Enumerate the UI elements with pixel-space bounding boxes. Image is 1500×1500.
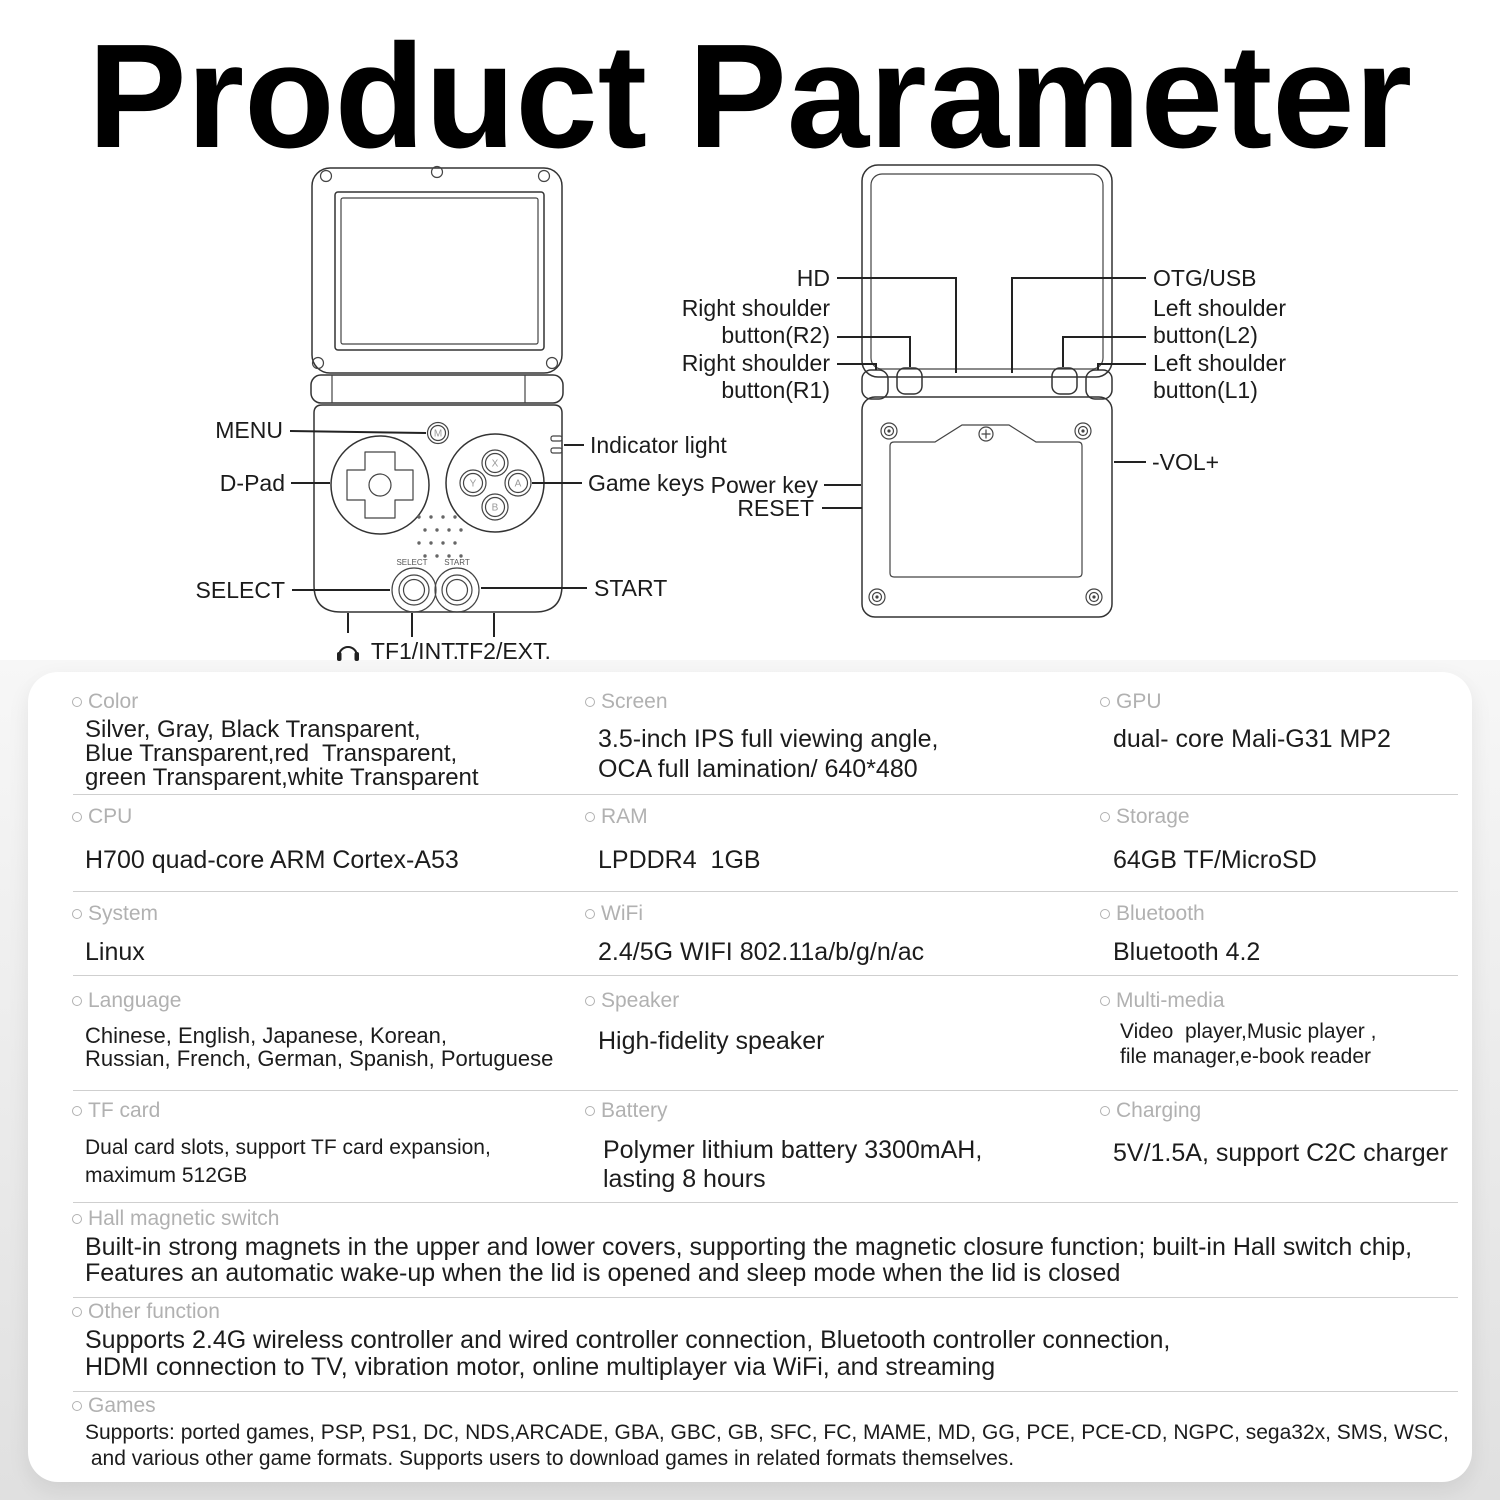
back-top-cover-inner [871, 174, 1103, 369]
headphone-icon [337, 647, 359, 661]
svg-text:Y: Y [469, 478, 477, 490]
row-divider [73, 975, 1458, 976]
bullet-ring-icon [1100, 697, 1110, 707]
select-button [392, 568, 436, 612]
row-divider [73, 794, 1458, 795]
tf2-label: TF2/EXT. [455, 638, 551, 664]
spec-label-gpu: GPU [1100, 690, 1162, 714]
callout-line [1012, 278, 1146, 373]
shoulder-button-l1 [1086, 370, 1112, 399]
row-divider [73, 1202, 1458, 1203]
row-divider [73, 891, 1458, 892]
l2-label: Left shoulder [1153, 295, 1286, 321]
callout-line [837, 337, 910, 367]
button-a [505, 470, 531, 496]
l2-label: button(L2) [1153, 322, 1258, 348]
spec-label-multimedia: Multi-media [1100, 989, 1225, 1013]
bullet-ring-icon [585, 909, 595, 919]
spec-value-language: Chinese, English, Japanese, Korean, Russian, French, German, Spanish, Portuguese [85, 1023, 554, 1071]
l1-label: Left shoulder [1153, 350, 1286, 376]
callout-line [837, 364, 876, 370]
bullet-ring-icon [1100, 1106, 1110, 1116]
callout-line [1063, 337, 1146, 367]
r1-label: Right shoulder [681, 350, 830, 376]
back-top-cover [862, 165, 1112, 377]
spec-label-speaker: Speaker [585, 989, 679, 1013]
bullet-ring-icon [585, 812, 595, 822]
svg-text:B: B [491, 502, 499, 514]
screen-display [341, 198, 538, 344]
spec-label-color: Color [72, 690, 138, 714]
shoulder-button-l2 [1052, 368, 1077, 394]
button-b [482, 494, 508, 520]
bullet-ring-icon [72, 1214, 82, 1224]
menu-button [428, 423, 449, 444]
l1-label: button(L1) [1153, 377, 1258, 403]
bullet-ring-icon [72, 812, 82, 822]
bullet-ring-icon [585, 697, 595, 707]
spec-value-screen: 3.5-inch IPS full viewing angle, OCA full lamination/ 640*480 [598, 725, 939, 783]
row-divider [73, 1391, 1458, 1392]
spec-value-storage: 64GB TF/MicroSD [1113, 846, 1317, 874]
device-diagram [0, 155, 1500, 675]
spec-value-gpu: dual- core Mali-G31 MP2 [1113, 725, 1391, 753]
spec-label-bluetooth: Bluetooth [1100, 902, 1205, 926]
spec-label-wifi: WiFi [585, 902, 643, 926]
spec-label-screen: Screen [585, 690, 668, 714]
indicator-light-icon [551, 436, 562, 441]
bullet-ring-icon [1100, 909, 1110, 919]
spec-label-games: Games [72, 1394, 156, 1418]
spec-value-tf-card: Dual card slots, support TF card expansion, maximum 512GB [85, 1136, 491, 1187]
shoulder-button-r2 [897, 368, 922, 394]
start-label: START [594, 575, 668, 601]
button-y [460, 470, 486, 496]
spec-value-bluetooth: Bluetooth 4.2 [1113, 938, 1261, 966]
spec-value-speaker: High-fidelity speaker [598, 1027, 825, 1055]
bullet-ring-icon [72, 996, 82, 1006]
bullet-ring-icon [72, 1401, 82, 1411]
spec-value-wifi: 2.4/5G WIFI 802.11a/b/g/n/ac [598, 938, 925, 966]
callout-line [837, 278, 956, 373]
callout-line [1098, 364, 1146, 370]
shoulder-button-r1 [862, 370, 888, 399]
screw-icon [547, 358, 558, 369]
spec-value-color: Silver, Gray, Black Transparent, Blue Transparent,red Transparent, green Transparent,white Transparent [85, 716, 479, 791]
menu-label: MENU [215, 417, 283, 443]
bullet-ring-icon [1100, 812, 1110, 822]
bullet-ring-icon [72, 1307, 82, 1317]
spec-label-storage: Storage [1100, 805, 1190, 829]
spec-value-multimedia: Video player,Music player , file manager,e-book reader [1120, 1020, 1377, 1068]
spec-value-hall-switch: Built-in strong magnets in the upper and lower covers, supporting the magnetic closure function; built-in Hall switch chip, Features an automatic wake-up when the lid is opened and sleep mode when the lid is closed [85, 1233, 1413, 1287]
spec-card [28, 672, 1472, 1482]
screw-icon [1086, 589, 1102, 605]
page-title: Product Parameter [87, 14, 1413, 179]
bullet-ring-icon [585, 1106, 595, 1116]
bullet-ring-icon [72, 697, 82, 707]
screw-icon [1075, 423, 1091, 439]
spec-label-tf-card: TF card [72, 1099, 160, 1123]
row-divider [73, 1090, 1458, 1091]
row-divider [73, 1297, 1458, 1298]
spec-value-ram: LPDDR4 1GB [598, 846, 761, 874]
r2-label: button(R2) [721, 322, 830, 348]
svg-text:A: A [514, 478, 522, 490]
spec-value-other-function: Supports 2.4G wireless controller and wired controller connection, Bluetooth controller connection, HDMI connection to TV, vibration motor, online multiplayer via WiFi, and streaming [85, 1326, 1171, 1381]
spec-value-cpu: H700 quad-core ARM Cortex-A53 [85, 846, 459, 874]
select-label: SELECT [195, 577, 285, 603]
game-keys [446, 434, 544, 532]
screw-icon [321, 171, 332, 182]
screw-icon [979, 427, 993, 441]
spec-label-other-function: Other function [72, 1300, 220, 1324]
power-key-label: Power key [710, 472, 818, 498]
svg-text:X: X [491, 458, 499, 470]
bullet-ring-icon [1100, 996, 1110, 1006]
spec-label-language: Language [72, 989, 181, 1013]
dpad-label: D-Pad [219, 470, 285, 496]
spec-label-ram: RAM [585, 805, 648, 829]
indicator-light-icon [551, 448, 562, 453]
game-keys-label: Game keys [588, 470, 705, 496]
spec-value-system: Linux [85, 938, 145, 966]
spec-label-hall-switch: Hall magnetic switch [72, 1207, 279, 1231]
device-back-view [682, 165, 1287, 617]
screw-icon [869, 589, 885, 605]
bullet-ring-icon [72, 1106, 82, 1116]
bullet-ring-icon [72, 909, 82, 919]
button-x [482, 450, 508, 476]
spec-label-cpu: CPU [72, 805, 132, 829]
callout-line [290, 431, 426, 433]
spec-label-charging: Charging [1100, 1099, 1201, 1123]
r2-label: Right shoulder [681, 295, 830, 321]
indicator-label: Indicator light [590, 432, 727, 458]
start-button [435, 568, 479, 612]
front-upper-housing [312, 168, 562, 373]
reset-label: RESET [737, 495, 814, 521]
spec-label-battery: Battery [585, 1099, 668, 1123]
r1-label: button(R1) [721, 377, 830, 403]
speaker-grille-icon [417, 515, 462, 557]
spec-value-charging: 5V/1.5A, support C2C charger [1113, 1139, 1448, 1167]
hd-label: HD [796, 265, 830, 291]
tf1-label: TF1/INT. [370, 638, 460, 664]
select-micro-label: SELECT [396, 558, 428, 567]
screw-icon [881, 423, 897, 439]
start-micro-label: START [444, 558, 470, 567]
screen-bezel [335, 192, 544, 350]
bullet-ring-icon [585, 996, 595, 1006]
otg-usb-label: OTG/USB [1153, 265, 1257, 291]
dpad [331, 436, 429, 534]
device-front-view [196, 167, 728, 665]
spec-value-games: Supports: ported games, PSP, PS1, DC, NDS,ARCADE, GBA, GBC, GB, SFC, FC, MAME, MD, GG, PCE, PCE-CD, NGPC, sega32x, SMS, WSC, and various other game formats. Supports users to download games in related formats themselves. [85, 1421, 1449, 1470]
volume-label: -VOL+ [1152, 449, 1220, 475]
svg-text:M: M [433, 428, 443, 440]
spec-value-battery: Polymer lithium battery 3300mAH, lasting 8 hours [603, 1136, 983, 1193]
spec-label-system: System [72, 902, 158, 926]
screw-icon [539, 171, 550, 182]
battery-cover [890, 425, 1082, 577]
